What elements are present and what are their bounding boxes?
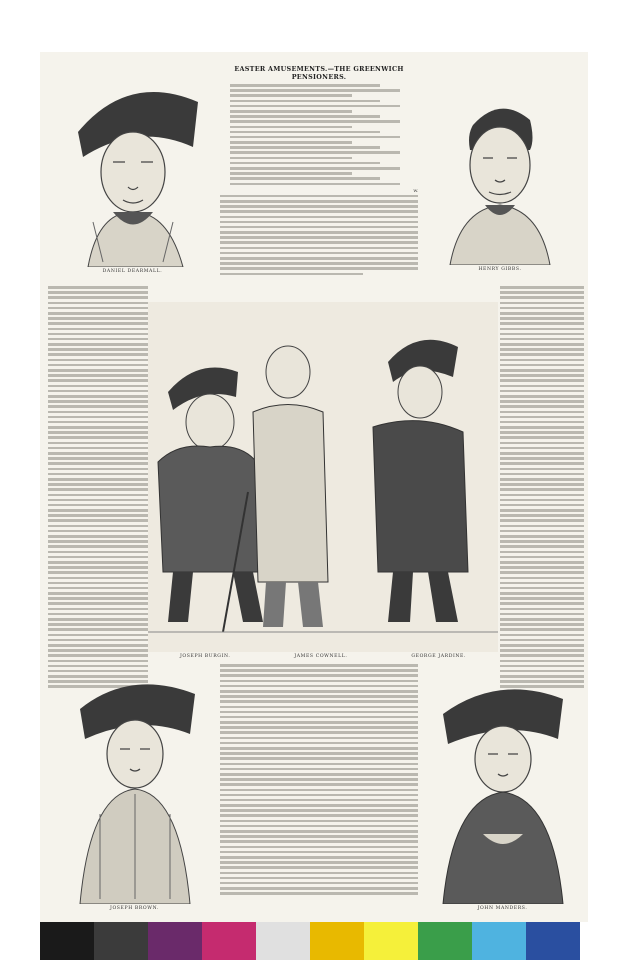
swatch-black — [40, 922, 94, 960]
swatch-gray — [94, 922, 148, 960]
swatch-purple — [148, 922, 202, 960]
john-engraving-icon — [428, 664, 578, 904]
left-text-column — [48, 286, 148, 691]
color-calibration-bar — [40, 922, 580, 960]
right-text-column — [500, 286, 584, 691]
article-bottom-column — [220, 664, 418, 919]
swatch-magenta — [202, 922, 256, 960]
three-pensioners-engraving-icon — [148, 302, 498, 652]
caption-henry: HENRY GIBBS. — [478, 267, 522, 272]
caption-joseph-burgin: JOSEPH BURGIN. — [179, 654, 231, 659]
caption-john: JOHN MANDERS. — [477, 906, 528, 911]
article-signature: W. — [413, 187, 418, 193]
poem-text-block — [220, 84, 400, 185]
caption-joseph-brown: JOSEPH BROWN. — [110, 906, 159, 911]
article-body-text — [220, 195, 418, 275]
swatch-white — [256, 922, 310, 960]
portrait-john — [420, 664, 585, 911]
swatch-blue — [526, 922, 580, 960]
portrait-daniel — [50, 62, 215, 274]
group-engraving — [148, 302, 498, 659]
swatch-green — [418, 922, 472, 960]
newspaper-page — [40, 52, 588, 922]
joseph-brown-engraving-icon — [60, 664, 210, 904]
swatch-lemon — [364, 922, 418, 960]
swatch-cyan — [472, 922, 526, 960]
caption-george: GEORGE JARDINE. — [411, 654, 467, 659]
caption-james: JAMES COWNELL. — [294, 654, 348, 659]
article-title: EASTER AMUSEMENTS.—THE GREENWICH PENSIONERS. — [234, 66, 404, 81]
group-captions — [148, 652, 498, 659]
portrait-joseph-brown — [52, 664, 217, 911]
caption-daniel: DANIEL DEARMALL. — [102, 269, 163, 274]
daniel-engraving-icon — [58, 62, 208, 267]
swatch-yellow — [310, 922, 364, 960]
portrait-henry — [420, 80, 580, 272]
henry-engraving-icon — [425, 80, 575, 265]
article-top-column — [220, 66, 418, 311]
